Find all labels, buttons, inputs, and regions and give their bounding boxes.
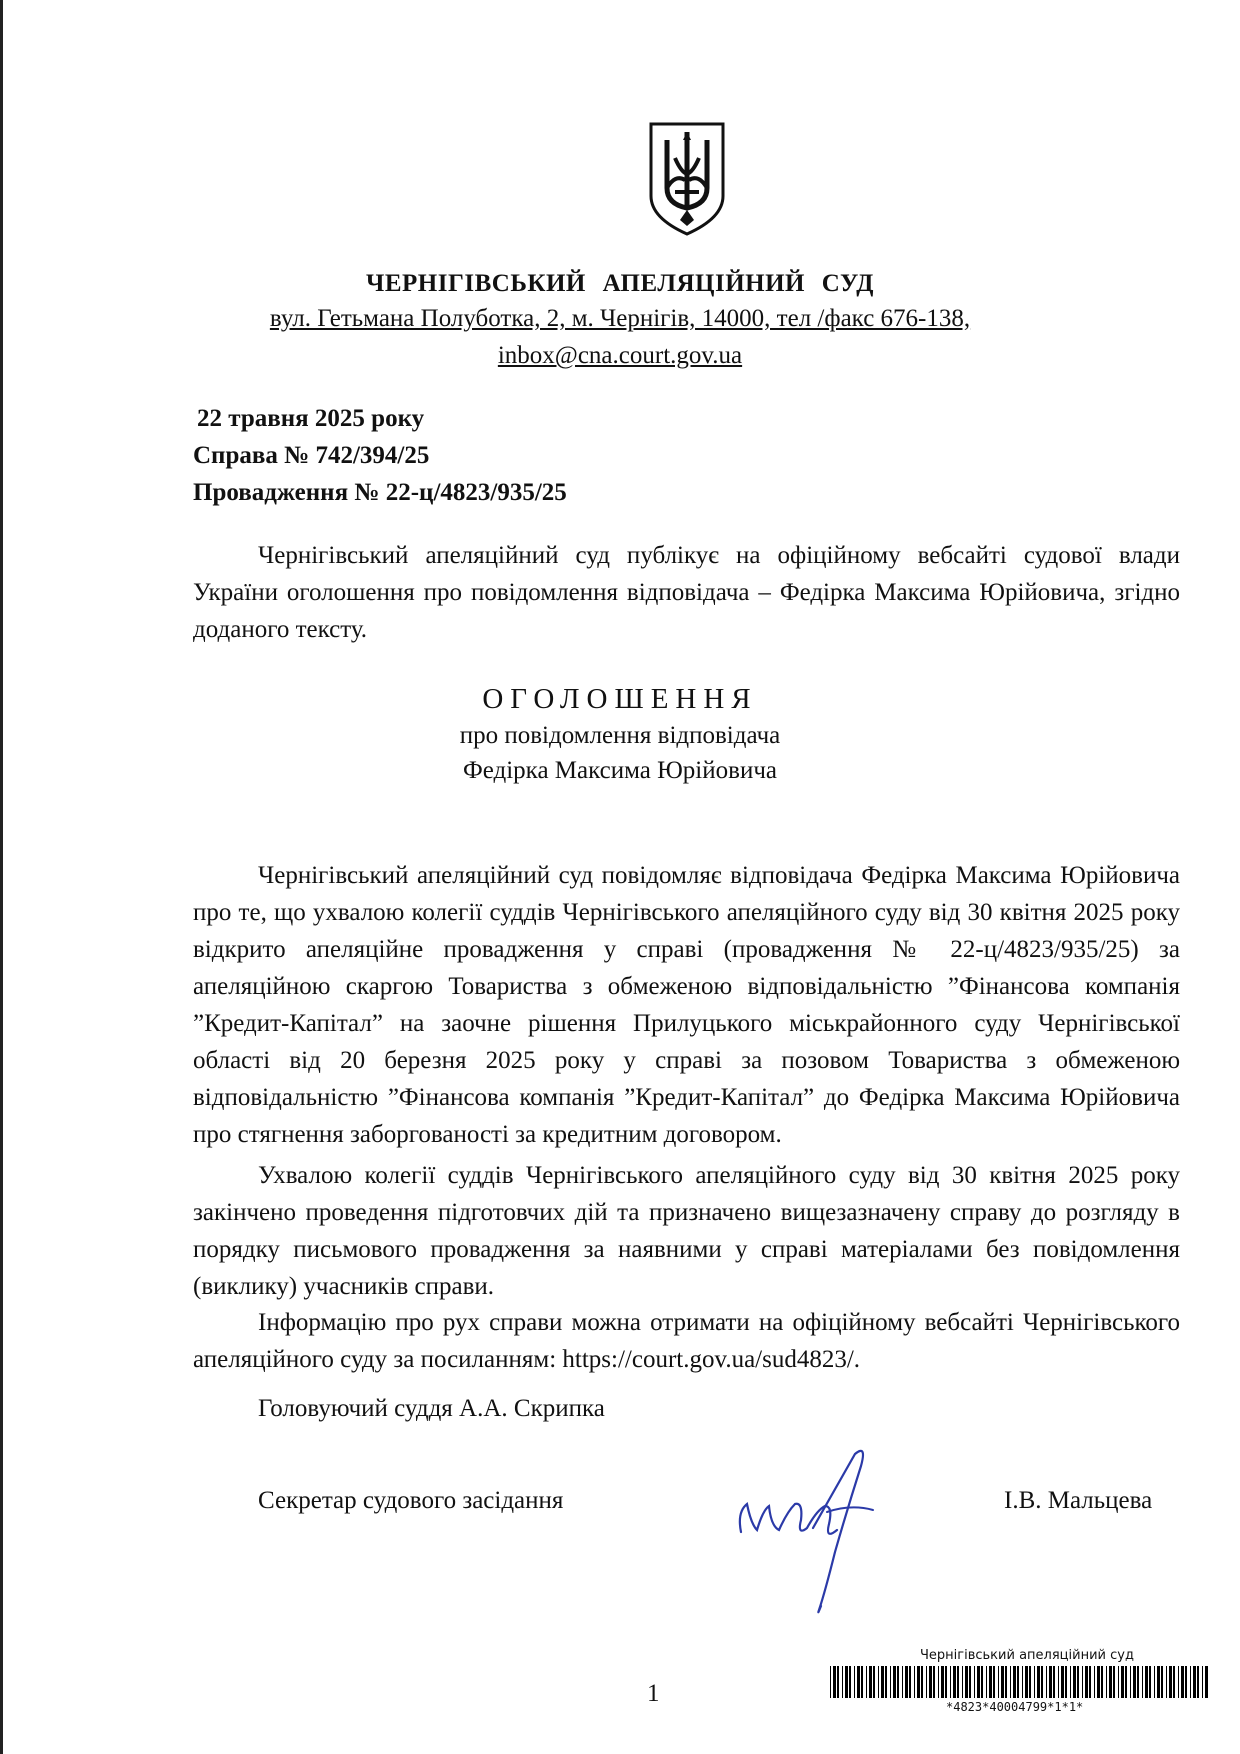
court-email: inbox@cna.court.gov.ua xyxy=(497,342,743,369)
barcode-label: Чернігівський апеляційний суд xyxy=(920,1648,1134,1663)
body-paragraph-1: Чернігівський апеляційний суд повідомляє відповідача Федірка Максима Юрійовича про те, що ухвалою колегії суддів Чернігівського апеляційного суду від 30 квітня 2025 року відкрито апеляційне провадження у справі (провадження № 22-ц/4823/935/25) за апеляційною скаргою Товариства з обмеженою відповідальністю ”Фінансова компанія ”Кредит-Капітал” на заочне рішення Прилуцького міськрайонного суду Чернігівської області від 20 березня 2025 року у справі за позовом Товариства з обмеженою відповідальністю ”Фінансова компанія ”Кредит-Капітал” до Федірка Максима Юрійовича про стягнення заборгованості за кредитним договором. xyxy=(193,862,1180,1148)
court-name: ЧЕРНІГІВСЬКИЙ АПЕЛЯЦІЙНИЙ СУД xyxy=(366,270,874,297)
handwritten-signature xyxy=(733,1440,878,1615)
notice-subtitle: про повідомлення відповідача xyxy=(459,722,781,749)
secretary-label: Секретар судового засідання xyxy=(258,1487,564,1514)
barcode xyxy=(830,1666,1210,1698)
secretary-name: І.В. Мальцева xyxy=(1004,1487,1153,1514)
case-number: Справа № 742/394/25 xyxy=(193,442,430,469)
trident-coat-of-arms-icon xyxy=(645,118,729,238)
barcode-text: *4823*40004799*1*1* xyxy=(946,1700,1084,1714)
scan-edge xyxy=(0,0,3,1754)
notice-defendant-name: Федірка Максима Юрійовича xyxy=(463,757,777,784)
body-paragraph-3: Інформацію про рух справи можна отримати на офіційному вебсайті Чернігівського апеляційного суду за посиланням: https://court.gov.ua/sud4823/. xyxy=(193,1309,1180,1373)
document-date: 22 травня 2025 року xyxy=(197,405,425,432)
intro-paragraph: Чернігівський апеляційний суд публікує на офіційному вебсайті судової влади України оголошення про повідомлення відповідача – Федірка Максима Юрійовича, згідно доданого тексту. xyxy=(193,542,1180,643)
notice-title: ОГОЛОШЕННЯ xyxy=(482,683,758,715)
proceeding-number: Провадження № 22-ц/4823/935/25 xyxy=(193,479,567,506)
presiding-judge: Головуючий суддя А.А. Скрипка xyxy=(258,1395,605,1422)
court-address: вул. Гетьмана Полуботка, 2, м. Чернігів, 14000, тел /факс 676-138, xyxy=(269,305,971,332)
page-number: 1 xyxy=(647,1680,660,1707)
body-paragraph-2: Ухвалою колегії суддів Чернігівського апеляційного суду від 30 квітня 2025 року закінчено проведення підготовчих дій та призначено вищезазначену справу до розгляду в порядку письмового провадження за наявними у справі матеріалами без повідомлення (виклику) учасників справи. xyxy=(193,1162,1180,1300)
